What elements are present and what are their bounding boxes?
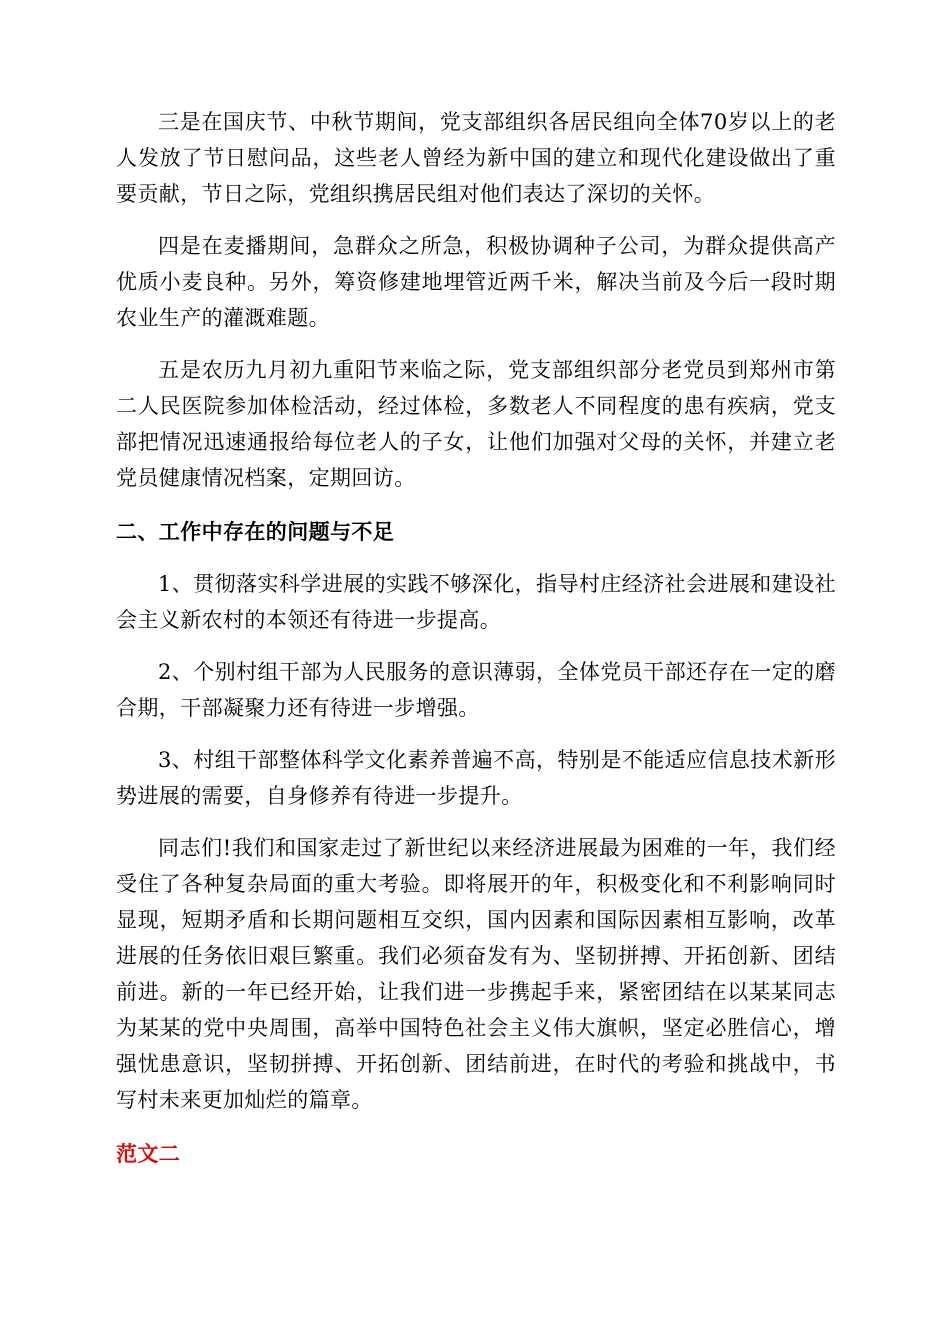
issue-item-2: 2、个别村组干部为人民服务的意识薄弱，全体党员干部还存在一定的磨合期，干部凝聚力还有待进一步增强。	[116, 660, 836, 720]
issue-item-1: 1、贯彻落实科学进展的实践不够深化，指导村庄经济社会进展和建设社会主义新农村的本领还有待进一步提高。	[116, 572, 836, 632]
issue-item-3: 3、村组干部整体科学文化素养普遍不高，特别是不能适应信息技术新形势进展的需要，自身修养有待进一步提升。	[116, 748, 836, 808]
closing-paragraph: 同志们!我们和国家走过了新世纪以来经济进展最为困难的一年，我们经受住了各种复杂局面的重大考验。即将展开的年，积极变化和不利影响同时显现，短期矛盾和长期问题相互交织，国内因素和国际因素相互影响，改革进展的任务依旧艰巨繁重。我们必须奋发有为、坚韧拼搏、开拓创新、团结前进。新的一年已经开始，让我们进一步携起手来，紧密团结在以某某同志为某某的党中央周围，高举中国特色社会主义伟大旗帜，坚定必胜信心，增强忧患意识，坚韧拼搏、开拓创新、团结前进，在时代的考验和挑战中，书写村未来更加灿烂的篇章。	[116, 836, 836, 1112]
document-page	[116, 104, 836, 1172]
paragraph-wheat-seeds: 四是在麦播期间，急群众之所急，积极协调种子公司，为群众提供高产优质小麦良种。另外，筹资修建地埋管近两千米，解决当前及今后一段时期农业生产的灌溉难题。	[116, 234, 836, 330]
paragraph-holiday-gifts: 三是在国庆节、中秋节期间，党支部组织各居民组向全体70岁以上的老人发放了节日慰问品，这些老人曾经为新中国的建立和现代化建设做出了重要贡献，节日之际，党组织携居民组对他们表达了深切的关怀。	[116, 110, 836, 206]
paragraph-health-checkup: 五是农历九月初九重阳节来临之际，党支部组织部分老党员到郑州市第二人民医院参加体检活动，经过体检，多数老人不同程度的患有疾病，党支部把情况迅速通报给每位老人的子女，让他们加强对父母的关怀，并建立老党员健康情况档案，定期回访。	[116, 358, 836, 490]
section-heading-issues: 二、工作中存在的问题与不足	[116, 520, 395, 544]
next-sample-heading: 范文二	[116, 1142, 181, 1166]
